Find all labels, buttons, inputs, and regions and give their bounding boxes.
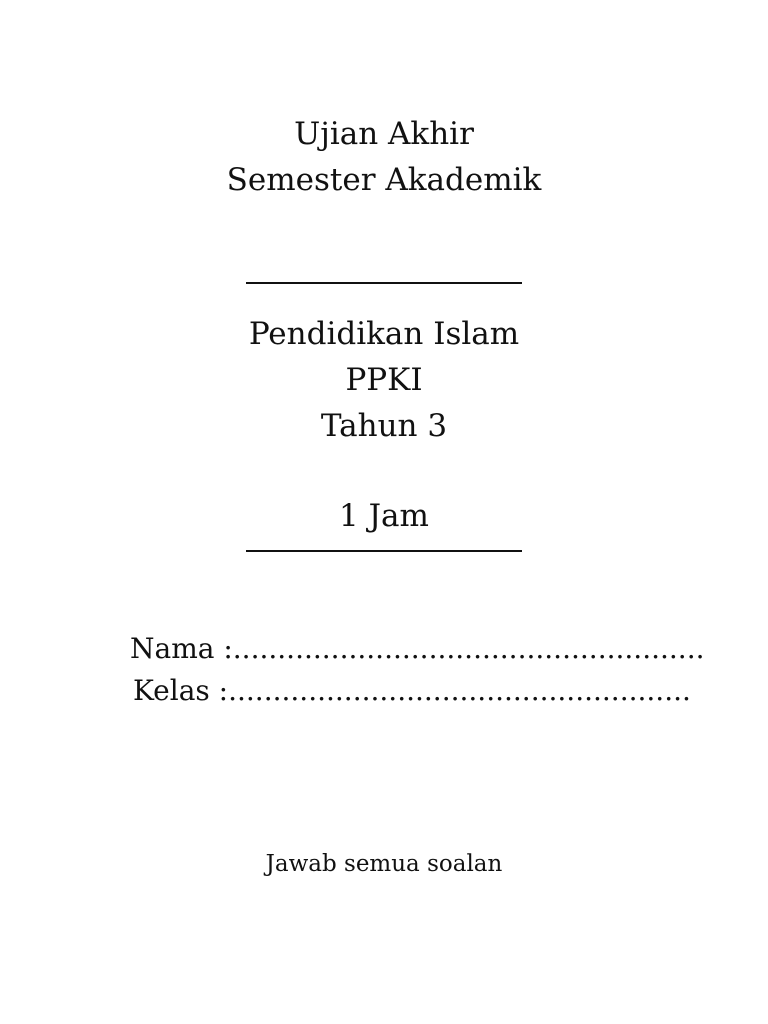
exam-title: Ujian Akhir <box>294 116 474 152</box>
name-field[interactable]: Nama :..................................................... <box>130 632 705 665</box>
class-field[interactable]: Kelas :.................................................... <box>133 674 691 707</box>
instruction-text: Jawab semua soalan <box>265 851 503 877</box>
exam-subtitle: Semester Akademik <box>226 162 542 198</box>
subject-name: Pendidikan Islam <box>248 316 520 352</box>
year-level: Tahun 3 <box>320 408 448 444</box>
top-divider <box>246 282 522 284</box>
exam-duration: 1 Jam <box>339 498 429 534</box>
program-name: PPKI <box>345 362 423 398</box>
bottom-divider <box>246 550 522 552</box>
